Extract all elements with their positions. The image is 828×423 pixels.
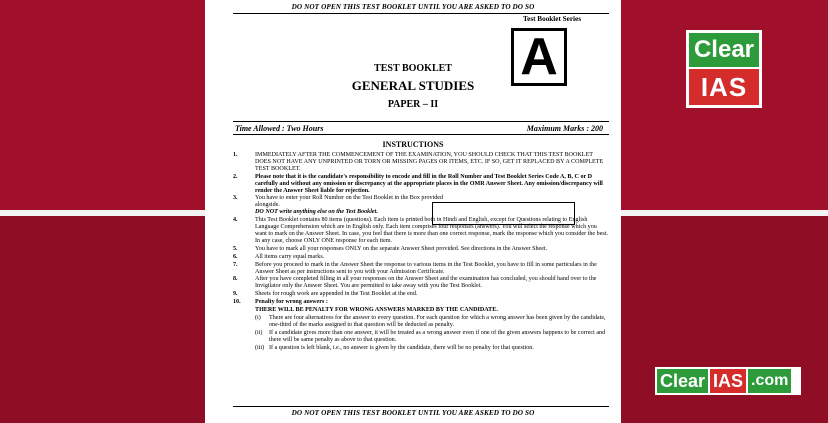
logo-domain-text: .com [748, 369, 791, 393]
instruction-item: 5. You have to mark all your responses ONLY on the separate Answer Sheet provided. See directions in the Answer Sheet. [233, 245, 548, 252]
penalty-item: (ii) If a candidate gives more than one answer, it will be treated as a wrong answer even if one of the given answers happens to be correct and there will be same penalty as above to that question. [255, 329, 606, 343]
instruction-item: 4. This Test Booklet contains 80 items (questions). Each item is printed both in Hindi and English, except for Questions relating to English Language Comprehension which are in English only. Each item comprises four responses (answers). You will select the response which you want to mark on the Answer Sheet. In case, you feel that there is more than one correct response, mark the response which you consider the best. In any case, choose ONLY ONE response for each item. [233, 217, 608, 244]
series-code-box: A [511, 28, 567, 86]
instructions-title: INSTRUCTIONS [382, 140, 444, 149]
penalty-section [233, 307, 609, 351]
roll-number-box [432, 202, 575, 225]
clearias-logo-wide [655, 367, 801, 395]
penalty-item: (iii) If a question is left blank, i.e., no answer is given by the candidate, there will be no penalty for that question. [255, 344, 534, 351]
header-rule-top [233, 121, 609, 122]
time-allowed: Time Allowed : Two Hours [235, 124, 324, 133]
series-label: Test Booklet Series [523, 15, 582, 23]
clearias-logo-square [686, 30, 762, 108]
instruction-item: 1. IMMEDIATELY AFTER THE COMMENCEMENT OF THE EXAMINATION, YOU SHOULD CHECK THAT THIS TEST BOOKLET DOES NOT HAVE ANY UNPRINTED OR TORN OR MISSING PAGES OR ITEMS, ETC. IF SO, GET IT REPLACED BY A COMPLETE TEST BOOKLET. [233, 152, 604, 172]
maximum-marks: Maximum Marks : 200 [526, 124, 603, 133]
header-rule-bottom [233, 134, 609, 135]
instructions-list [233, 152, 609, 352]
test-booklet-page [205, 0, 621, 423]
logo-clear-text: Clear [689, 33, 759, 67]
top-warning: DO NOT OPEN THIS TEST BOOKLET UNTIL YOU ARE ASKED TO DO SO [291, 3, 535, 11]
penalty-item: (i) There are four alternatives for the answer to every question. For each question for which a wrong answer has been given by the candidate, one-third of the marks assigned to that question will be deducted as penalty. [255, 314, 606, 328]
logo-ias-text: IAS [689, 69, 759, 105]
instruction-item: 2. Please note that it is the candidate's responsibility to encode and fill in the Roll Number and Test Booklet Series Code A, B, C or D carefully and without any omission or discrepancy at the appropriate places in the OMR Answer Sheet. Any omission/discrepancy will render the Answer Sheet liable for rejection. [233, 173, 603, 194]
instruction-item: 10. Penalty for wrong answers : [233, 299, 328, 306]
subject-title: GENERAL STUDIES [351, 78, 475, 93]
bottom-rule [233, 406, 609, 407]
instruction-item: 9. Sheets for rough work are appended in the Test Booklet at the end. [233, 291, 418, 298]
instruction-item: 3. You have to enter your Roll Number on the Test Booklet in the Box provided alongside. DO NOT write anything else on the Test Booklet. [233, 195, 444, 216]
paper-title: PAPER – II [387, 99, 439, 110]
booklet-title: TEST BOOKLET [374, 63, 452, 74]
instruction-item: 6. All items carry equal marks. [233, 253, 325, 260]
penalty-heading: THERE WILL BE PENALTY FOR WRONG ANSWERS MARKED BY THE CANDIDATE. [255, 307, 498, 314]
instruction-item: 8. After you have completed filling in all your responses on the Answer Sheet and the examination has concluded, you should hand over to the Invigilator only the Answer Sheet. You are permitted to take away with you the Test Booklet. [233, 276, 597, 290]
bottom-warning: DO NOT OPEN THIS TEST BOOKLET UNTIL YOU ARE ASKED TO DO SO [291, 409, 535, 417]
top-rule [233, 13, 609, 14]
logo-clear-text: Clear [657, 369, 708, 393]
logo-ias-text: IAS [710, 369, 746, 393]
instruction-item: 7. Before you proceed to mark in the Answer Sheet the response to various items in the Test Booklet, you have to fill in some particulars in the Answer Sheet as per instructions sent to you with your Admission Certificate. [233, 261, 597, 275]
